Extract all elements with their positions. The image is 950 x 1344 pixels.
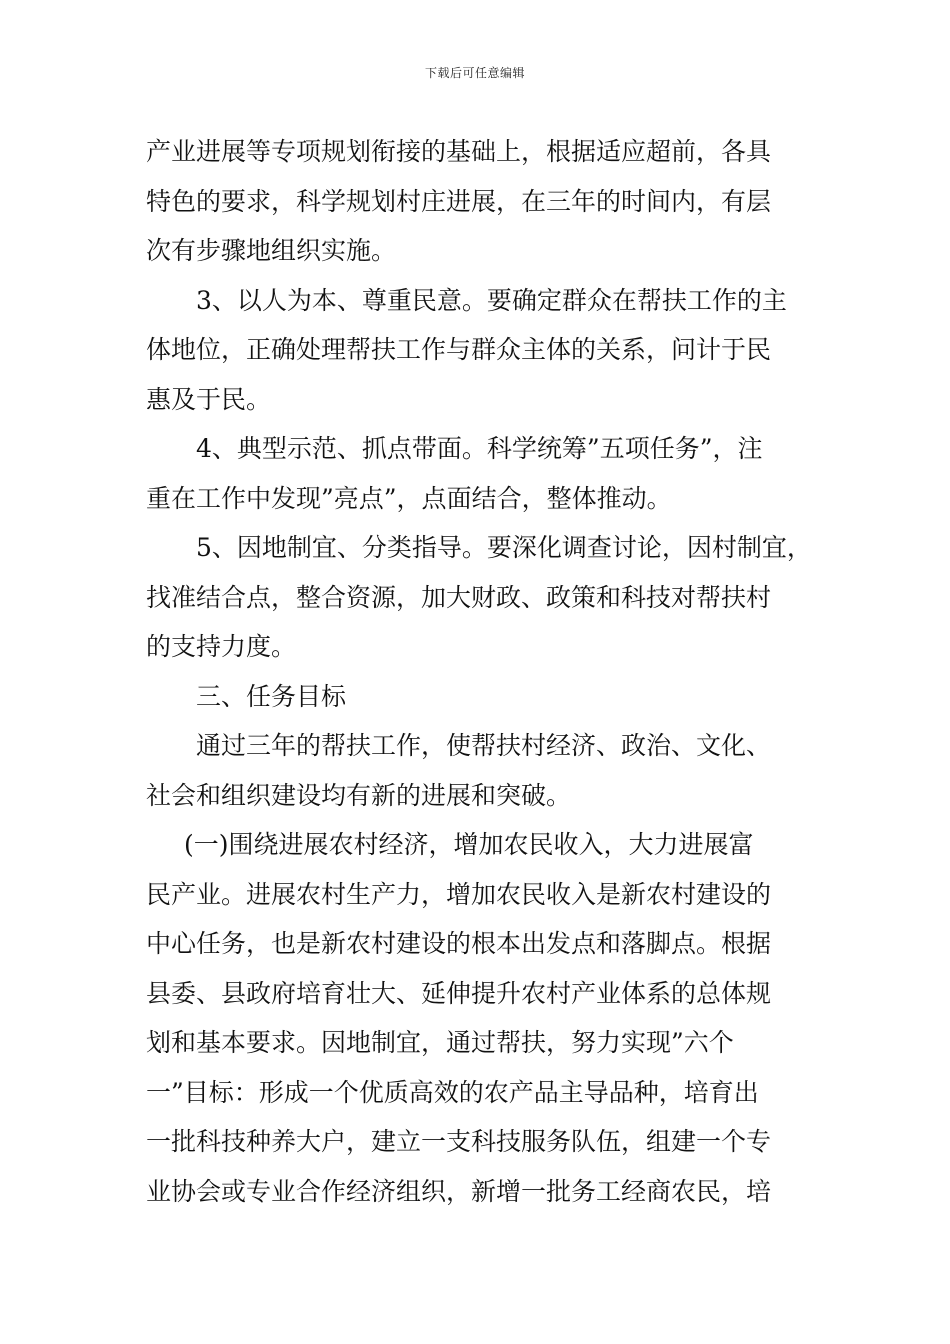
text-line: 找准结合点，整合资源，加大财政、政策和科技对帮扶村 <box>146 582 772 612</box>
text-line: 3、以人为本、尊重民意。要确定群众在帮扶工作的主 <box>196 285 787 315</box>
text-line: 重在工作中发现”亮点”，点面结合，整体推动。 <box>146 483 672 513</box>
page-header: 下载后可任意编辑 <box>424 66 525 80</box>
section-heading: 三、任务目标 <box>196 681 347 711</box>
text-line: 次有步骤地组织实施。 <box>146 236 397 265</box>
text-line: 5、因地制宜、分类指导。要深化调查讨论，因村制宜， <box>196 533 812 562</box>
text-line: 社会和组织建设均有新的进展和突破。 <box>146 780 572 810</box>
text-line: 中心任务，也是新农村建设的根本出发点和落脚点。根据 <box>146 929 772 958</box>
document-body <box>146 127 816 1216</box>
text-line: 特色的要求，科学规划村庄进展，在三年的时间内，有层 <box>146 186 772 216</box>
text-line: 一”目标：形成一个优质高效的农产品主导品种，培育出 <box>146 1077 759 1107</box>
text-line: (一)围绕进展农村经济，增加农民收入，大力进展富 <box>184 830 754 859</box>
text-line: 通过三年的帮扶工作，使帮扶村经济、政治、文化、 <box>196 731 772 760</box>
text-line: 一批科技种养大户，建立一支科技服务队伍，组建一个专 <box>146 1127 772 1156</box>
text-line: 4、典型示范、抓点带面。科学统筹”五项任务”，注 <box>196 434 763 463</box>
text-line: 县委、县政府培育壮大、延伸提升农村产业体系的总体规 <box>146 978 772 1008</box>
text-line: 惠及于民。 <box>146 384 272 414</box>
text-line: 产业进展等专项规划衔接的基础上，根据适应超前，各具 <box>146 137 772 166</box>
text-line: 民产业。进展农村生产力，增加农民收入是新农村建设的 <box>146 879 772 909</box>
text-line: 的支持力度。 <box>146 632 297 661</box>
text-line: 体地位，正确处理帮扶工作与群众主体的关系，问计于民 <box>146 335 772 364</box>
text-line: 划和基本要求。因地制宜，通过帮扶，努力实现”六个 <box>146 1028 734 1057</box>
text-line: 业协会或专业合作经济组织，新增一批务工经商农民，培 <box>146 1176 772 1206</box>
